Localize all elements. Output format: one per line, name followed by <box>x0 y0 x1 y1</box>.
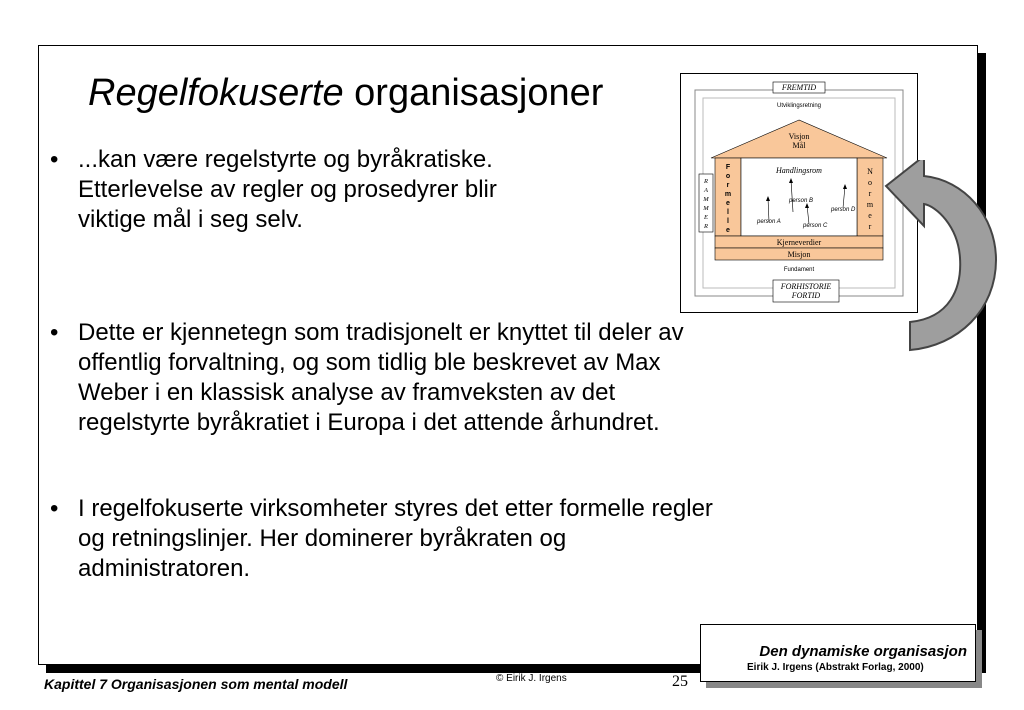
rammer-letter: M <box>703 196 709 203</box>
fortid-label: FORTID <box>791 291 821 300</box>
formelle-letter: e <box>726 227 730 234</box>
misjon-label: Misjon <box>787 250 811 259</box>
bullet-2-line-4: regelstyrte byråkratiet i Europa i det attende århundret. <box>78 409 660 436</box>
bullet-2-line-1: Dette er kjennetegn som tradisjonelt er knyttet til deler av <box>78 319 684 346</box>
bullet-3-line-3: administratoren. <box>78 555 251 582</box>
normer-letter: r <box>868 222 872 231</box>
book-author: Eirik J. Irgens (Abstrakt Forlag, 2000) <box>747 662 924 673</box>
formelle-letter: r <box>726 182 730 189</box>
bullet-2-line-3: Weber i en klassisk analyse av framveksten av det <box>78 379 616 406</box>
forhistorie-label: FORHISTORIE <box>780 282 832 291</box>
bullet-1-line-3: viktige mål i seg selv. <box>78 206 303 233</box>
book-reference-box <box>700 624 976 682</box>
book-title: Den dynamiske organisasjon <box>759 643 967 660</box>
person-d-label: person D <box>831 207 856 213</box>
rammer-letter: R <box>704 223 708 230</box>
title-rest: organisasjoner <box>354 72 604 114</box>
bullet-dot: • <box>50 319 59 346</box>
utviklingsretning-label: Utviklingsretning <box>776 103 822 109</box>
fundament-label: Fundament <box>783 267 815 273</box>
formelle-letter: l <box>727 209 729 216</box>
kjerneverdier-label: Kjerneverdier <box>776 238 822 247</box>
maal-label: Mål <box>792 141 806 150</box>
slide-title <box>88 72 603 115</box>
bullet-1-line-2: Etterlevelse av regler og prosedyrer blir <box>78 176 497 203</box>
visjon-label: Visjon <box>788 132 810 141</box>
bullet-3-line-1: I regelfokuserte virksomheter styres det etter formelle regler <box>78 495 713 522</box>
bullet-3-line-2: og retningslinjer. Her dominerer byråkraten og <box>78 525 567 552</box>
formelle-letter: m <box>724 191 732 198</box>
rammer-letter: R <box>704 178 708 185</box>
normer-letter: e <box>868 211 872 220</box>
footer-copyright: © Eirik J. Irgens <box>496 673 567 684</box>
normer-letter: r <box>868 189 872 198</box>
formelle-letter: e <box>726 200 730 207</box>
footer-chapter: Kapittel 7 Organisasjonen som mental modell <box>44 676 348 692</box>
rammer-letter: M <box>703 205 709 212</box>
handlingsrom-label: Handlingsrom <box>776 166 822 175</box>
rammer-letter: E <box>704 214 708 221</box>
bullet-dot: • <box>50 146 59 173</box>
bullet-1-line-1: ...kan være regelstyrte og byråkratiske. <box>78 146 493 173</box>
arrow-shape <box>886 160 996 350</box>
formelle-letter: l <box>727 218 729 225</box>
person-a-label: person A <box>757 219 781 225</box>
page-number: 25 <box>672 673 688 690</box>
bullet-dot: • <box>50 495 59 522</box>
rammer-letter: A <box>704 187 708 194</box>
formelle-letter: F <box>725 164 731 171</box>
normer-letter: N <box>867 167 873 176</box>
fremtid-label: FREMTID <box>781 83 817 92</box>
curved-return-arrow <box>880 160 1004 356</box>
person-b-label: person B <box>789 198 814 204</box>
bullet-2-line-2: offentlig forvaltning, og som tidlig ble beskrevet av Max <box>78 349 661 376</box>
normer-letter: o <box>868 178 872 187</box>
title-italic: Regelfokuserte <box>88 72 344 114</box>
person-c-label: person C <box>803 223 828 229</box>
normer-letter: m <box>866 200 874 209</box>
formelle-letter: o <box>725 173 731 180</box>
